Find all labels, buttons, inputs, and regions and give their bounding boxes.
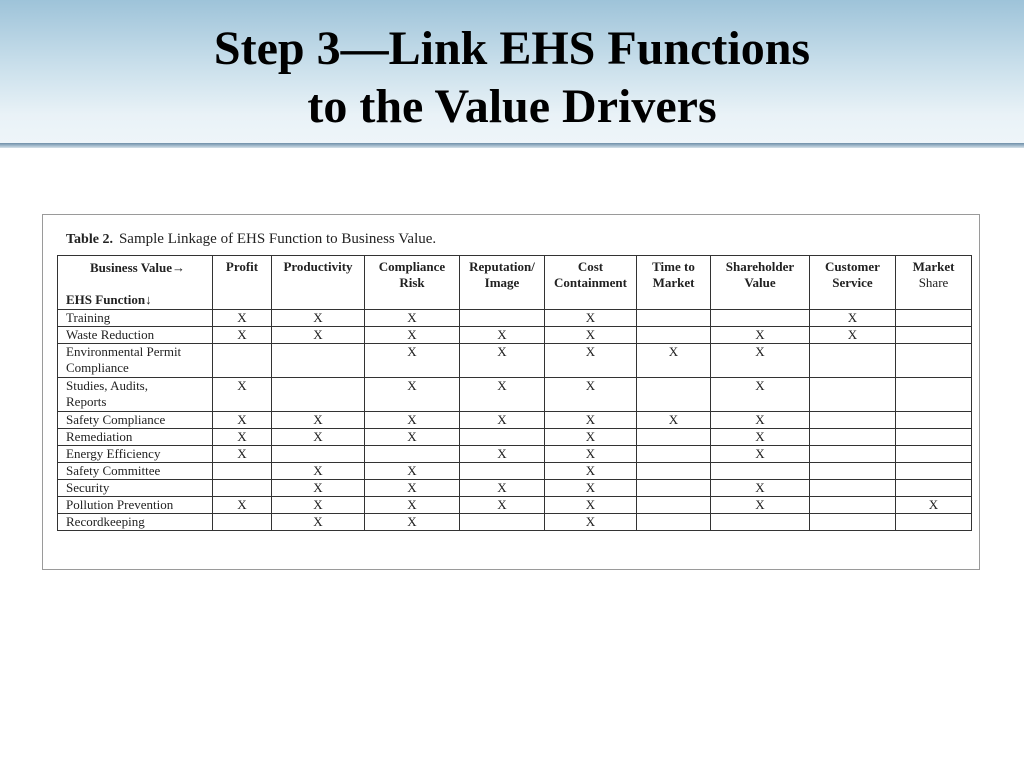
- linkage-mark-cell: [213, 480, 272, 497]
- linkage-mark-cell: [896, 463, 972, 480]
- linkage-mark-cell: X: [460, 497, 545, 514]
- linkage-mark-cell: X: [213, 378, 272, 412]
- linkage-mark-cell: [637, 378, 711, 412]
- linkage-mark-cell: X: [272, 429, 365, 446]
- linkage-mark-cell: X: [272, 514, 365, 531]
- corner-header: [58, 256, 213, 310]
- column-header-line-1: Productivity: [283, 259, 353, 274]
- linkage-mark-cell: [896, 310, 972, 327]
- linkage-mark-cell: X: [545, 514, 637, 531]
- ehs-function-line-1: Recordkeeping: [66, 514, 145, 529]
- linkage-mark-cell: X: [545, 344, 637, 378]
- column-header: [637, 256, 711, 310]
- linkage-mark-cell: [637, 429, 711, 446]
- column-header-line-2: Service: [832, 275, 873, 290]
- ehs-function-cell: [58, 463, 213, 480]
- linkage-mark-cell: [213, 344, 272, 378]
- linkage-mark-cell: X: [272, 497, 365, 514]
- linkage-table: [57, 255, 972, 531]
- linkage-mark-cell: [810, 463, 896, 480]
- caption-label: Table 2.: [66, 232, 113, 247]
- column-header-line-1: Market: [912, 259, 955, 274]
- linkage-mark-cell: [637, 480, 711, 497]
- linkage-mark-cell: X: [460, 378, 545, 412]
- linkage-mark-cell: X: [365, 463, 460, 480]
- linkage-mark-cell: X: [545, 497, 637, 514]
- ehs-function-line-1: Environmental Permit: [66, 344, 182, 359]
- ehs-function-cell: [58, 497, 213, 514]
- linkage-mark-cell: X: [545, 480, 637, 497]
- column-header: [460, 256, 545, 310]
- linkage-mark-cell: X: [213, 310, 272, 327]
- column-header-line-1: Time to: [652, 259, 695, 274]
- table-row: [58, 310, 972, 327]
- linkage-mark-cell: X: [637, 344, 711, 378]
- linkage-mark-cell: X: [896, 497, 972, 514]
- table-row: [58, 497, 972, 514]
- linkage-mark-cell: [896, 378, 972, 412]
- linkage-mark-cell: X: [272, 327, 365, 344]
- linkage-mark-cell: [460, 310, 545, 327]
- table-caption: [66, 231, 436, 248]
- linkage-mark-cell: [460, 429, 545, 446]
- ehs-function-cell: [58, 446, 213, 463]
- ehs-function-line-1: Safety Committee: [66, 463, 161, 478]
- table-figure: [42, 214, 980, 570]
- linkage-mark-cell: [637, 327, 711, 344]
- table-row: [58, 344, 972, 378]
- title-line-2: to the Value Drivers: [307, 80, 717, 133]
- ehs-function-cell: [58, 480, 213, 497]
- linkage-mark-cell: X: [545, 310, 637, 327]
- linkage-mark-cell: [810, 378, 896, 412]
- column-header-line-2: Image: [484, 275, 520, 290]
- ehs-function-line-1: Remediation: [66, 429, 133, 444]
- linkage-mark-cell: [272, 378, 365, 412]
- slide-title: [0, 20, 1024, 136]
- linkage-mark-cell: [896, 327, 972, 344]
- column-header: [272, 256, 365, 310]
- linkage-mark-cell: X: [213, 327, 272, 344]
- ehs-function-cell: [58, 429, 213, 446]
- column-header: [810, 256, 896, 310]
- linkage-mark-cell: X: [460, 344, 545, 378]
- linkage-mark-cell: X: [460, 446, 545, 463]
- linkage-mark-cell: X: [460, 412, 545, 429]
- table-row: [58, 463, 972, 480]
- table-row: [58, 480, 972, 497]
- column-header-line-1: Cost: [577, 259, 604, 274]
- linkage-mark-cell: X: [545, 412, 637, 429]
- linkage-mark-cell: X: [365, 412, 460, 429]
- ehs-function-line-1: Waste Reduction: [66, 327, 155, 342]
- ehs-function-line-2: Compliance: [66, 360, 129, 375]
- ehs-function-cell: [58, 514, 213, 531]
- column-header-line-2: Containment: [554, 275, 627, 290]
- linkage-mark-cell: X: [365, 497, 460, 514]
- table-row: [58, 514, 972, 531]
- title-divider: [0, 143, 1024, 148]
- column-header: [213, 256, 272, 310]
- linkage-mark-cell: [711, 310, 810, 327]
- table-row: [58, 378, 972, 412]
- ehs-function-line-1: Pollution Prevention: [66, 497, 174, 512]
- table-body: [58, 310, 972, 531]
- column-header-line-1: Compliance: [378, 259, 446, 274]
- linkage-mark-cell: [896, 344, 972, 378]
- caption-text: Sample Linkage of EHS Function to Business Value.: [118, 231, 437, 247]
- linkage-mark-cell: X: [711, 327, 810, 344]
- ehs-function-line-1: Safety Compliance: [66, 412, 166, 427]
- linkage-mark-cell: X: [365, 310, 460, 327]
- linkage-mark-cell: X: [711, 412, 810, 429]
- ehs-function-label: EHS Function↓: [66, 292, 152, 307]
- linkage-mark-cell: X: [272, 310, 365, 327]
- column-header: [365, 256, 460, 310]
- table-row: [58, 327, 972, 344]
- linkage-mark-cell: [810, 497, 896, 514]
- linkage-mark-cell: [896, 514, 972, 531]
- linkage-mark-cell: X: [213, 412, 272, 429]
- linkage-mark-cell: X: [213, 429, 272, 446]
- column-header: [896, 256, 972, 310]
- linkage-mark-cell: [896, 429, 972, 446]
- linkage-mark-cell: [460, 514, 545, 531]
- linkage-mark-cell: [213, 463, 272, 480]
- table-row: [58, 412, 972, 429]
- ehs-function-line-1: Energy Efficiency: [66, 446, 161, 461]
- column-header: [711, 256, 810, 310]
- ehs-function-line-1: Training: [66, 310, 111, 325]
- linkage-mark-cell: [637, 514, 711, 531]
- business-value-label: Business Value→: [90, 260, 186, 275]
- linkage-mark-cell: [637, 463, 711, 480]
- column-header: [545, 256, 637, 310]
- column-header-line-2: Market: [652, 275, 695, 290]
- ehs-function-cell: [58, 412, 213, 429]
- ehs-function-line-1: Security: [66, 480, 110, 495]
- linkage-mark-cell: [365, 446, 460, 463]
- column-header-line-1: Reputation/: [469, 259, 535, 274]
- column-header-line-2: Value: [744, 275, 776, 290]
- title-line-1: Step 3—Link EHS Functions: [213, 22, 811, 75]
- linkage-mark-cell: X: [365, 378, 460, 412]
- ehs-function-cell: [58, 378, 213, 412]
- linkage-mark-cell: [711, 463, 810, 480]
- linkage-mark-cell: [272, 344, 365, 378]
- linkage-mark-cell: [896, 412, 972, 429]
- linkage-mark-cell: X: [711, 480, 810, 497]
- column-header-line-2: Share: [918, 275, 949, 290]
- ehs-function-cell: [58, 344, 213, 378]
- linkage-mark-cell: X: [365, 480, 460, 497]
- linkage-mark-cell: X: [545, 378, 637, 412]
- linkage-mark-cell: X: [545, 327, 637, 344]
- linkage-mark-cell: X: [545, 429, 637, 446]
- ehs-function-line-2: Reports: [66, 394, 107, 409]
- linkage-mark-cell: X: [460, 327, 545, 344]
- linkage-mark-cell: X: [711, 378, 810, 412]
- column-header-line-1: Profit: [225, 259, 259, 274]
- ehs-function-cell: [58, 310, 213, 327]
- linkage-mark-cell: X: [272, 480, 365, 497]
- header-row: [58, 256, 972, 310]
- linkage-mark-cell: X: [711, 497, 810, 514]
- linkage-mark-cell: [637, 310, 711, 327]
- linkage-mark-cell: [213, 514, 272, 531]
- linkage-mark-cell: X: [365, 429, 460, 446]
- linkage-mark-cell: X: [711, 446, 810, 463]
- linkage-mark-cell: X: [213, 446, 272, 463]
- linkage-mark-cell: X: [545, 463, 637, 480]
- linkage-mark-cell: X: [272, 412, 365, 429]
- linkage-mark-cell: [460, 463, 545, 480]
- column-header-line-2: Risk: [399, 275, 425, 290]
- linkage-mark-cell: [810, 480, 896, 497]
- linkage-mark-cell: X: [213, 497, 272, 514]
- ehs-function-cell: [58, 327, 213, 344]
- table-row: [58, 446, 972, 463]
- linkage-mark-cell: X: [365, 327, 460, 344]
- linkage-mark-cell: [810, 429, 896, 446]
- linkage-mark-cell: X: [365, 344, 460, 378]
- linkage-mark-cell: [896, 446, 972, 463]
- linkage-mark-cell: X: [460, 480, 545, 497]
- linkage-mark-cell: X: [711, 429, 810, 446]
- linkage-mark-cell: X: [711, 344, 810, 378]
- linkage-mark-cell: [637, 446, 711, 463]
- ehs-function-line-1: Studies, Audits,: [66, 378, 148, 393]
- linkage-mark-cell: [810, 344, 896, 378]
- linkage-mark-cell: [810, 412, 896, 429]
- linkage-mark-cell: [810, 446, 896, 463]
- linkage-mark-cell: [810, 514, 896, 531]
- column-header-line-1: Customer: [825, 259, 880, 274]
- linkage-mark-cell: [637, 497, 711, 514]
- linkage-mark-cell: [896, 480, 972, 497]
- linkage-mark-cell: X: [365, 514, 460, 531]
- linkage-mark-cell: [711, 514, 810, 531]
- linkage-mark-cell: X: [272, 463, 365, 480]
- linkage-mark-cell: X: [545, 446, 637, 463]
- table-row: [58, 429, 972, 446]
- linkage-mark-cell: X: [637, 412, 711, 429]
- linkage-mark-cell: X: [810, 310, 896, 327]
- column-header-line-1: Shareholder: [725, 259, 795, 274]
- linkage-mark-cell: [272, 446, 365, 463]
- linkage-mark-cell: X: [810, 327, 896, 344]
